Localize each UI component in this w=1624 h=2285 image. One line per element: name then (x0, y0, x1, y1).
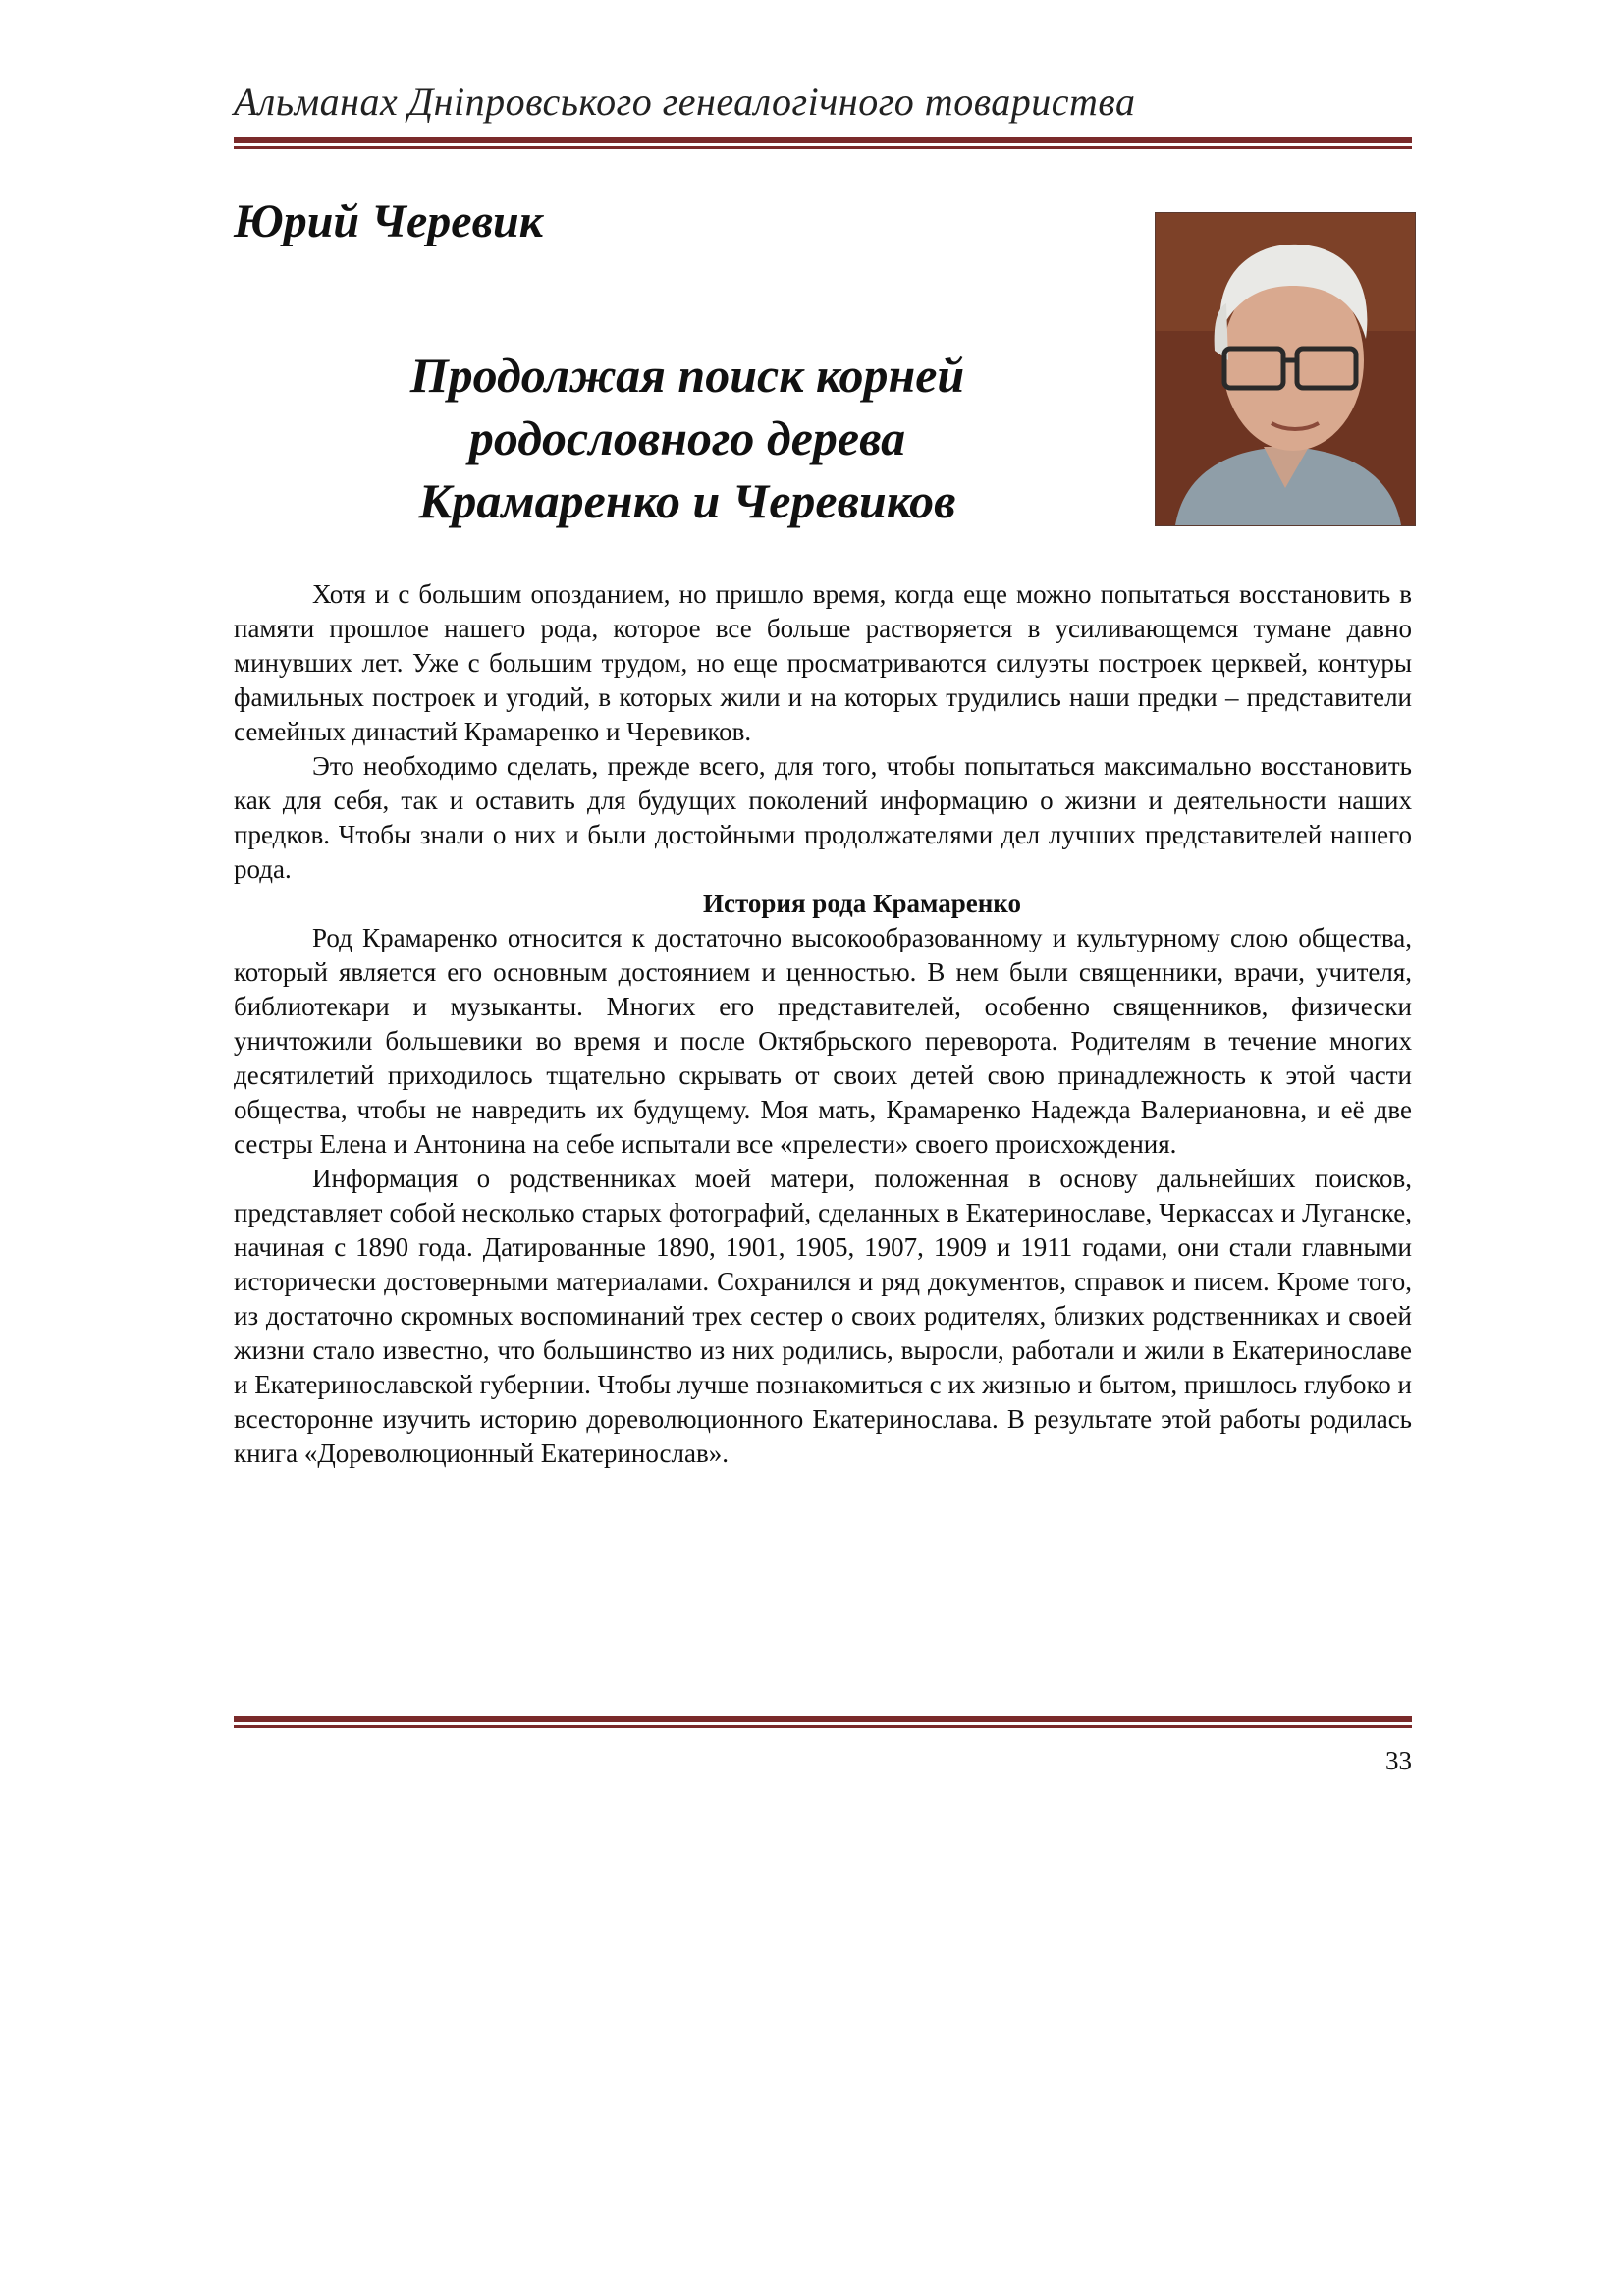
header-rule (234, 137, 1412, 149)
title-line-1: Продолжая поиск корней (409, 348, 965, 403)
running-head: Альманах Дніпровського генеалогічного товариства (234, 80, 1136, 124)
section-paragraph-1: Род Крамаренко относится к достаточно высокообразованному и культурному слою общества, который является его основным достоянием и ценностью. В нем были священники, врачи, учителя, библиотекари и музыканты. Многих его представителей, особенно священников, физически уничтожили большевики во время и после Октябрьского переворота. Родителям в течение многих десятилетий приходилось тщательно скрывать от своих детей свою принадлежность к этой части общества, чтобы не навредить их будущему. Моя мать, Крамаренко Надежда Валериановна, и её две сестры Елена и Антонина на себе испытали все «прелести» своего происхождения. (234, 923, 1412, 1159)
article-title (373, 344, 1001, 532)
section-heading: История рода Крамаренко (702, 889, 1022, 918)
footer-rule (234, 1716, 1412, 1728)
intro-paragraph-2: Это необходимо сделать, прежде всего, для того, чтобы попытаться максимально восстановить как для себя, так и оставить для будущих поколений информацию о жизни и деятельности наших предков. Чтобы знали о них и были достойными продолжателями дел лучших представителей нашего рода. (234, 751, 1412, 884)
title-line-2: родословного дерева (468, 410, 906, 465)
page-number: 33 (1385, 1746, 1412, 1775)
section-paragraph-2: Информация о родственниках моей матери, положенная в основу дальнейших поисков, представляет собой несколько старых фотографий, сделанных в Екатеринославе, Черкассах и Луганске, начиная с 1890 года. Датированные 1890, 1901, 1905, 1907, 1909 и 1911 годами, они стали главными исторически достоверными материалами. Сохранился и ряд документов, справок и писем. Кроме того, из достаточно скромных воспоминаний трех сестер о своих родителях, близких родственниках и своей жизни стало известно, что большинство из них родились, выросли, работали и жили в Екатеринославе и Екатеринославской губернии. Чтобы лучше познакомиться с их жизнью и бытом, пришлось глубоко и всесторонне изучить историю дореволюционного Екатеринослава. В результате этой работы родилась книга «Дореволюционный Екатеринослав». (234, 1164, 1412, 1468)
author-name: Юрий Черевик (234, 195, 544, 247)
title-line-3: Крамаренко и Черевиков (418, 473, 956, 528)
article-body (234, 577, 1412, 1471)
author-photo (1155, 212, 1416, 526)
portrait-illustration (1156, 213, 1415, 525)
intro-paragraph-1: Хотя и с большим опозданием, но пришло время, когда еще можно попытаться восстановить в памяти прошлое нашего рода, которое все больше растворяется в усиливающемся тумане давно минувших лет. Уже с большим трудом, но еще просматриваются силуэты построек церквей, контуры фамильных построек и угодий, в которых жили и на которых трудились наши предки – представители семейных династий Крамаренко и Черевиков. (234, 579, 1412, 746)
